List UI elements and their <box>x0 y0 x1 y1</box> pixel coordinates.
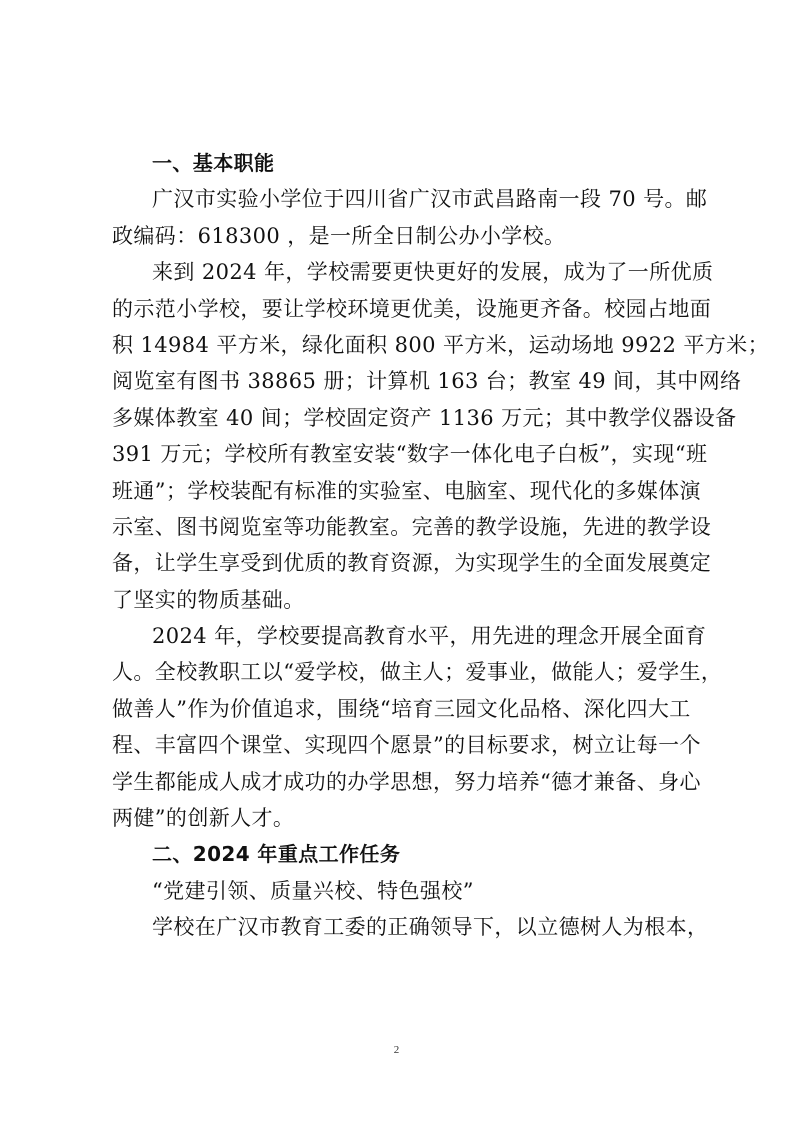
text-line: 做善人”作为价值追求，围绕“培育三园文化品格、深化四大工 <box>112 696 691 721</box>
text-line: 学校在广汉市教育工委的正确领导下，以立德树人为根本， <box>152 915 709 940</box>
text-line: 多媒体教室 40 间；学校固定资产 1136 万元；其中教学仪器设备 <box>112 405 737 430</box>
text-line: 391 万元；学校所有教室安装“数字一体化电子白板”，实现“班 <box>112 442 708 467</box>
text-line: 人。全校教职工以“爱学校，做主人；爱事业，做能人；爱学生， <box>112 660 723 685</box>
page-number: 2 <box>393 1044 400 1056</box>
paragraph-slogan <box>112 873 708 909</box>
text-line: 示室、图书阅览室等功能教室。完善的教学设施，先进的教学设 <box>112 514 712 539</box>
text-line: 阅览室有图书 38865 册；计算机 163 台；教室 49 间，其中网络 <box>112 369 742 394</box>
paragraph-education-philosophy <box>112 618 723 836</box>
paragraph-facilities <box>112 254 769 618</box>
text-line: 政编码：618300 ，是一所全日制公办小学校。 <box>112 223 566 248</box>
text-line: 来到 2024 年，学校需要更快更好的发展，成为了一所优质 <box>152 260 714 285</box>
text-line: 积 14984 平方米，绿化面积 800 平方米，运动场地 9922 平方米； <box>112 332 769 357</box>
text-line: 的示范小学校，要让学校环境更优美，设施更齐备。校园占地面 <box>112 296 712 321</box>
text-line: 两健”的创新人才。 <box>112 806 295 831</box>
paragraph-school-address <box>112 181 708 254</box>
text-line: 了坚实的物质基础。 <box>112 587 305 612</box>
text-line: 班通”；学校装配有标准的实验室、电脑室、现代化的多媒体演 <box>112 478 701 503</box>
text-line: 2024 年，学校要提高教育水平，用先进的理念开展全面育 <box>152 624 707 649</box>
text-line: 程、丰富四个课堂、实现四个愿景”的目标要求，树立让每一个 <box>112 733 701 758</box>
text-line: 广汉市实验小学位于四川省广汉市武昌路南一段 70 号。邮 <box>152 187 708 212</box>
paragraph-leadership <box>112 909 708 945</box>
section-heading-basic-functions: 一、基本职能 <box>152 151 275 175</box>
text-line: 学生都能成人成才成功的办学思想，努力培养“德才兼备、身心 <box>112 769 701 794</box>
section-heading-key-tasks: 二、2024 年重点工作任务 <box>152 842 401 867</box>
text-line: 备，让学生享受到优质的教育资源，为实现学生的全面发展奠定 <box>112 551 712 576</box>
text-line: “党建引领、质量兴校、特色强校” <box>152 878 474 903</box>
document-body <box>112 145 769 946</box>
